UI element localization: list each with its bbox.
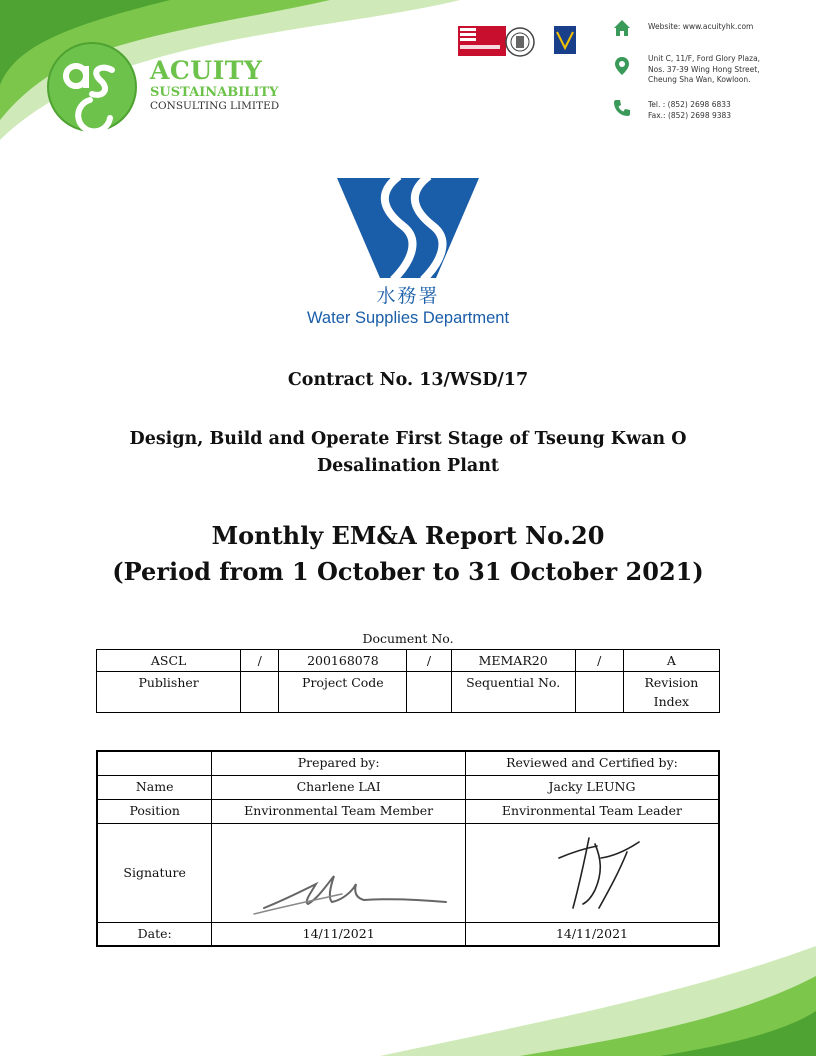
company-name-line1: ACUITY bbox=[150, 56, 263, 85]
reviewed-signature-cell bbox=[465, 823, 719, 922]
phone-line: Tel. : (852) 2698 6833 bbox=[648, 100, 731, 109]
project-title bbox=[100, 426, 716, 480]
empty-cell bbox=[575, 672, 623, 713]
revision-index-caption: Revision Index bbox=[623, 672, 719, 713]
date-label: Date: bbox=[97, 922, 212, 946]
sequential-no-value: MEMAR20 bbox=[451, 650, 575, 672]
reviewed-position: Environmental Team Leader bbox=[465, 799, 719, 823]
name-label: Name bbox=[97, 775, 212, 799]
company-name-line2: SUSTAINABILITY bbox=[150, 85, 279, 100]
signature-label: Signature bbox=[97, 823, 212, 922]
prepared-by-header: Prepared by: bbox=[212, 751, 466, 775]
address-text bbox=[648, 54, 808, 86]
wsd-logo-mark bbox=[337, 178, 479, 278]
project-code-caption: Project Code bbox=[279, 672, 407, 713]
website-line: Website: www.acuityhk.com bbox=[648, 22, 754, 31]
signoff-position-row bbox=[97, 799, 719, 823]
contract-number: Contract No. 13/WSD/17 bbox=[287, 370, 529, 390]
empty-cell bbox=[241, 672, 279, 713]
address-line: Cheung Sha Wan, Kowloon. bbox=[648, 75, 751, 84]
phone-text bbox=[648, 100, 808, 121]
signoff-signature-row bbox=[97, 823, 719, 922]
signoff-table bbox=[96, 750, 720, 947]
sequential-no-caption: Sequential No. bbox=[451, 672, 575, 713]
document-number-values-row bbox=[97, 650, 720, 672]
separator: / bbox=[407, 650, 451, 672]
signoff-date-row bbox=[97, 922, 719, 946]
address-line: Unit C, 11/F, Ford Glory Plaza, bbox=[648, 54, 761, 63]
document-number-table bbox=[96, 649, 720, 713]
reviewed-name: Jacky LEUNG bbox=[465, 775, 719, 799]
prepared-signature-image bbox=[224, 828, 454, 918]
address-line: Nos. 37-39 Wing Hong Street, bbox=[648, 64, 760, 74]
location-pin-icon bbox=[612, 56, 632, 76]
publisher-caption: Publisher bbox=[97, 672, 241, 713]
wsd-name-english: Water Supplies Department bbox=[306, 309, 510, 327]
wsd-name-chinese: 水務署 bbox=[376, 285, 440, 307]
reviewed-signature-image bbox=[477, 828, 707, 918]
empty-cell bbox=[97, 751, 212, 775]
revision-index-value: A bbox=[623, 650, 719, 672]
prepared-signature-cell bbox=[212, 823, 466, 922]
project-code-value: 200168078 bbox=[279, 650, 407, 672]
report-title bbox=[60, 518, 756, 590]
prepared-name: Charlene LAI bbox=[212, 775, 466, 799]
project-title-line: Desalination Plant bbox=[316, 456, 500, 476]
project-title-line: Design, Build and Operate First Stage of Tseung Kwan O bbox=[129, 429, 687, 449]
company-name bbox=[150, 58, 279, 112]
website-text bbox=[648, 22, 808, 33]
fax-line: Fax.: (852) 2698 9383 bbox=[648, 110, 732, 120]
report-title-line: Monthly EM&A Report No.20 bbox=[211, 521, 605, 550]
phone-row bbox=[612, 96, 732, 120]
separator: / bbox=[241, 650, 279, 672]
reviewed-date: 14/11/2021 bbox=[465, 922, 719, 946]
signoff-header-row bbox=[97, 751, 719, 775]
acuity-logo bbox=[40, 42, 140, 132]
prepared-position: Environmental Team Member bbox=[212, 799, 466, 823]
home-icon bbox=[612, 18, 632, 38]
document-number-label: Document No. bbox=[362, 631, 454, 646]
company-name-line3: CONSULTING LIMITED bbox=[150, 100, 280, 112]
address-row bbox=[612, 50, 761, 84]
phone-icon bbox=[612, 98, 632, 118]
reviewed-by-header: Reviewed and Certified by: bbox=[465, 751, 719, 775]
separator: / bbox=[575, 650, 623, 672]
position-label: Position bbox=[97, 799, 212, 823]
certification-logos bbox=[458, 24, 582, 62]
prepared-date: 14/11/2021 bbox=[212, 922, 466, 946]
signoff-name-row bbox=[97, 775, 719, 799]
publisher-value: ASCL bbox=[97, 650, 241, 672]
report-period-line: (Period from 1 October to 31 October 2021) bbox=[112, 557, 704, 586]
document-number-captions-row bbox=[97, 672, 720, 713]
empty-cell bbox=[407, 672, 451, 713]
website-row bbox=[612, 18, 754, 38]
